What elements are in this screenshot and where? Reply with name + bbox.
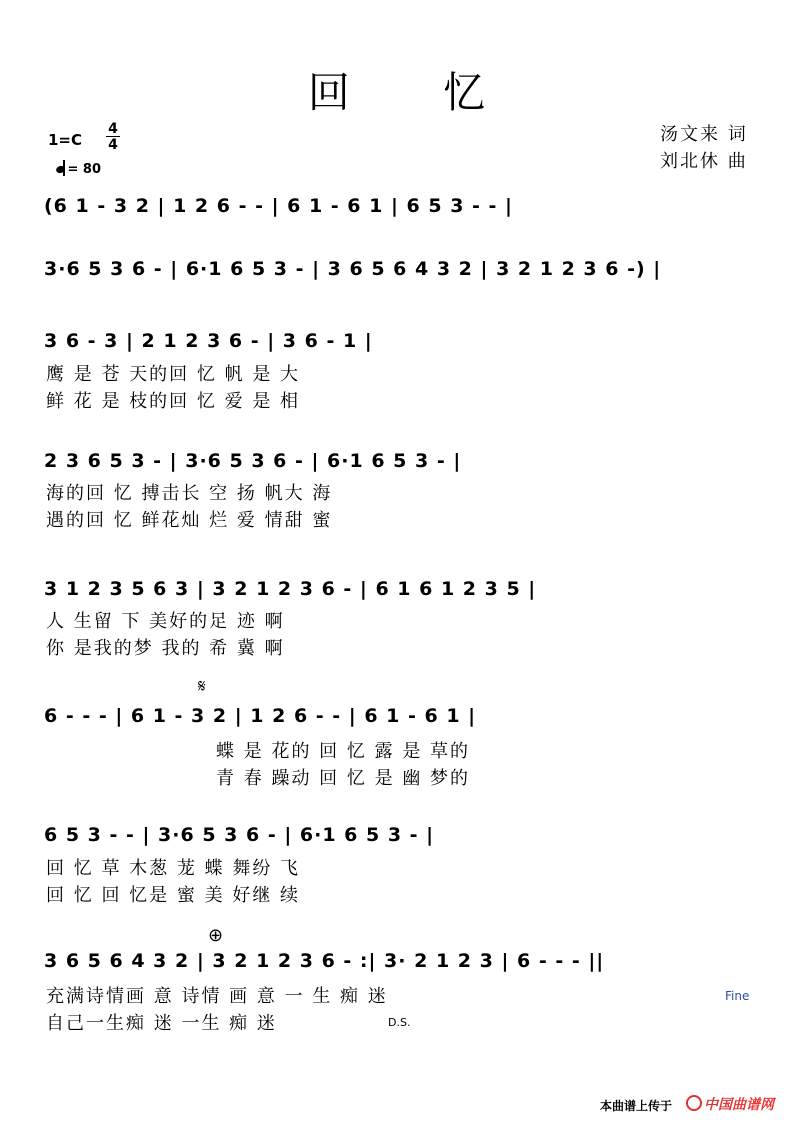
notation-line-7: 6 5 3 - - | 3·6 5 3 6 - | 6·1 6 5 3 - | (44, 824, 435, 846)
lyrics-verse1-line-7: 回 忆 草 木葱 茏 蝶 舞纷 飞 (46, 858, 301, 879)
logo-text-1: 中国 (704, 1097, 732, 1113)
lyrics-verse1-line-3: 鹰 是 苍 天的回 忆 帆 是 大 (46, 364, 301, 385)
lyrics-verse1-line-5: 人 生留 下 美好的足 迹 啊 (46, 611, 285, 632)
site-logo[interactable] (686, 1094, 774, 1114)
lyrics-verse1-line-6: 蝶 是 花的 回 忆 露 是 草的 (216, 741, 471, 762)
lyrics-verse2-line-8: 自己一生痴 迷 一生 痴 迷 (46, 1013, 277, 1034)
notation-line-6: 6 - - - | 6 1 - 3 2 | 1 2 6 - - | 6 1 - 6 1 | (44, 705, 477, 727)
tempo-marking (56, 160, 101, 177)
logo-text-2: 曲谱网 (732, 1097, 774, 1113)
lyrics-verse2-line-6: 青 春 躁动 回 忆 是 幽 梦的 (216, 768, 471, 789)
lyrics-verse2-line-7: 回 忆 回 忆是 蜜 美 好继 续 (46, 885, 301, 906)
notation-line-8: 3 6 5 6 4 3 2 | 3 2 1 2 3 6 - :| 3· 2 1 2 3 | 6 - - - || (44, 950, 605, 972)
notation-line-4: 2 3 6 5 3 - | 3·6 5 3 6 - | 6·1 6 5 3 - | (44, 450, 462, 472)
ds-marking: D.S. (388, 1016, 411, 1029)
notation-line-1: (6 1 - 3 2 | 1 2 6 - - | 6 1 - 6 1 | 6 5 3 - - | (44, 195, 513, 217)
lyrics-verse1-line-8: 充满诗情画 意 诗情 画 意 一 生 痴 迷 (46, 986, 388, 1007)
tempo-value: = 80 (67, 162, 102, 177)
lyrics-verse2-line-5: 你 是我的梦 我的 希 冀 啊 (46, 638, 285, 659)
segno-sign: 𝄋 (198, 676, 206, 697)
fine-marking: Fine (725, 989, 750, 1003)
time-sig-top: 4 (108, 121, 118, 137)
lyrics-verse2-line-4: 遇的回 忆 鲜花灿 烂 爱 情甜 蜜 (46, 510, 333, 531)
coda-sign: ⊕ (208, 925, 224, 946)
time-signature (106, 122, 120, 152)
composer-credit: 刘北休 曲 (660, 151, 748, 172)
lyricist-credit: 汤文来 词 (660, 124, 748, 145)
key-signature: 1=C (48, 131, 83, 149)
lyrics-verse2-line-3: 鲜 花 是 枝的回 忆 爱 是 相 (46, 391, 301, 412)
notation-line-3: 3 6 - 3 | 2 1 2 3 6 - | 3 6 - 1 | (44, 330, 373, 352)
upload-note: 本曲谱上传于 (600, 1099, 673, 1113)
time-sig-bottom: 4 (108, 137, 118, 153)
lyrics-verse1-line-4: 海的回 忆 搏击长 空 扬 帆大 海 (46, 483, 333, 504)
notation-line-2: 3·6 5 3 6 - | 6·1 6 5 3 - | 3 6 5 6 4 3 2 | 3 2 1 2 3 6 -) | (44, 258, 662, 280)
logo-icon (686, 1095, 702, 1111)
page-title: 回 忆 (307, 68, 526, 117)
notation-line-5: 3 1 2 3 5 6 3 | 3 2 1 2 3 6 - | 6 1 6 1 2 3 5 | (44, 578, 537, 600)
